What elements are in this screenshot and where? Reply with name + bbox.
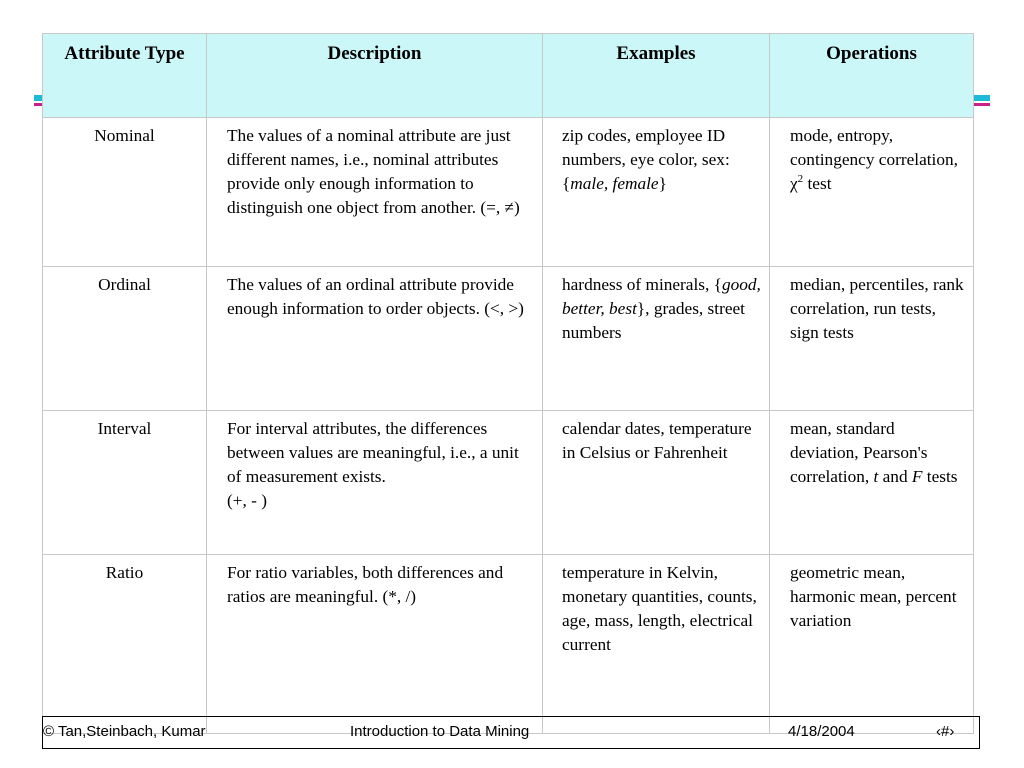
cell-examples: zip codes, employee ID numbers, eye color, sex: {male, female}	[543, 118, 770, 267]
decorative-stripe-magenta-right	[972, 103, 990, 106]
decorative-stripe-cyan-left	[34, 95, 42, 101]
cell-description: For ratio variables, both differences and ratios are meaningful. (*, /)	[207, 555, 543, 734]
cell-description: The values of an ordinal attribute provide enough information to order objects. (<, >)	[207, 267, 543, 411]
attribute-types-table	[42, 33, 974, 734]
cell-examples: calendar dates, temperature in Celsius or Fahrenheit	[543, 411, 770, 555]
slide-footer	[42, 716, 980, 749]
cell-type: Nominal	[43, 118, 207, 267]
footer-title: Introduction to Data Mining	[350, 723, 530, 740]
cell-type: Ordinal	[43, 267, 207, 411]
header-description: Description	[207, 34, 543, 118]
cell-examples: hardness of minerals, {good, better, best}, grades, street numbers	[543, 267, 770, 411]
footer-page-number: ‹#›	[936, 723, 955, 740]
header-examples: Examples	[543, 34, 770, 118]
cell-operations: mean, standard deviation, Pearson's correlation, t and F tests	[770, 411, 974, 555]
header-operations: Operations	[770, 34, 974, 118]
cell-operations: mode, entropy, contingency correlation, $\chi^2$ test	[770, 118, 974, 267]
cell-type: Interval	[43, 411, 207, 555]
table-row	[43, 267, 974, 411]
footer-copyright: © Tan,Steinbach, Kumar	[43, 723, 206, 740]
cell-type: Ratio	[43, 555, 207, 734]
cell-operations: median, percentiles, rank correlation, run tests, sign tests	[770, 267, 974, 411]
cell-examples: temperature in Kelvin, monetary quantities, counts, age, mass, length, electrical current	[543, 555, 770, 734]
table-row	[43, 118, 974, 267]
footer-date: 4/18/2004	[788, 723, 855, 740]
decorative-stripe-magenta-left	[34, 103, 42, 106]
cell-description: For interval attributes, the differences between values are meaningful, i.e., a unit of measurement exists. (+, - )	[207, 411, 543, 555]
header-attribute-type: Attribute Type	[43, 34, 207, 118]
cell-description: The values of a nominal attribute are just different names, i.e., nominal attributes provide only enough information to distinguish one object from another. (=, ≠)	[207, 118, 543, 267]
cell-operations: geometric mean, harmonic mean, percent variation	[770, 555, 974, 734]
table-row	[43, 555, 974, 734]
table-row	[43, 411, 974, 555]
table-header-row	[43, 34, 974, 118]
decorative-stripe-cyan-right	[972, 95, 990, 101]
